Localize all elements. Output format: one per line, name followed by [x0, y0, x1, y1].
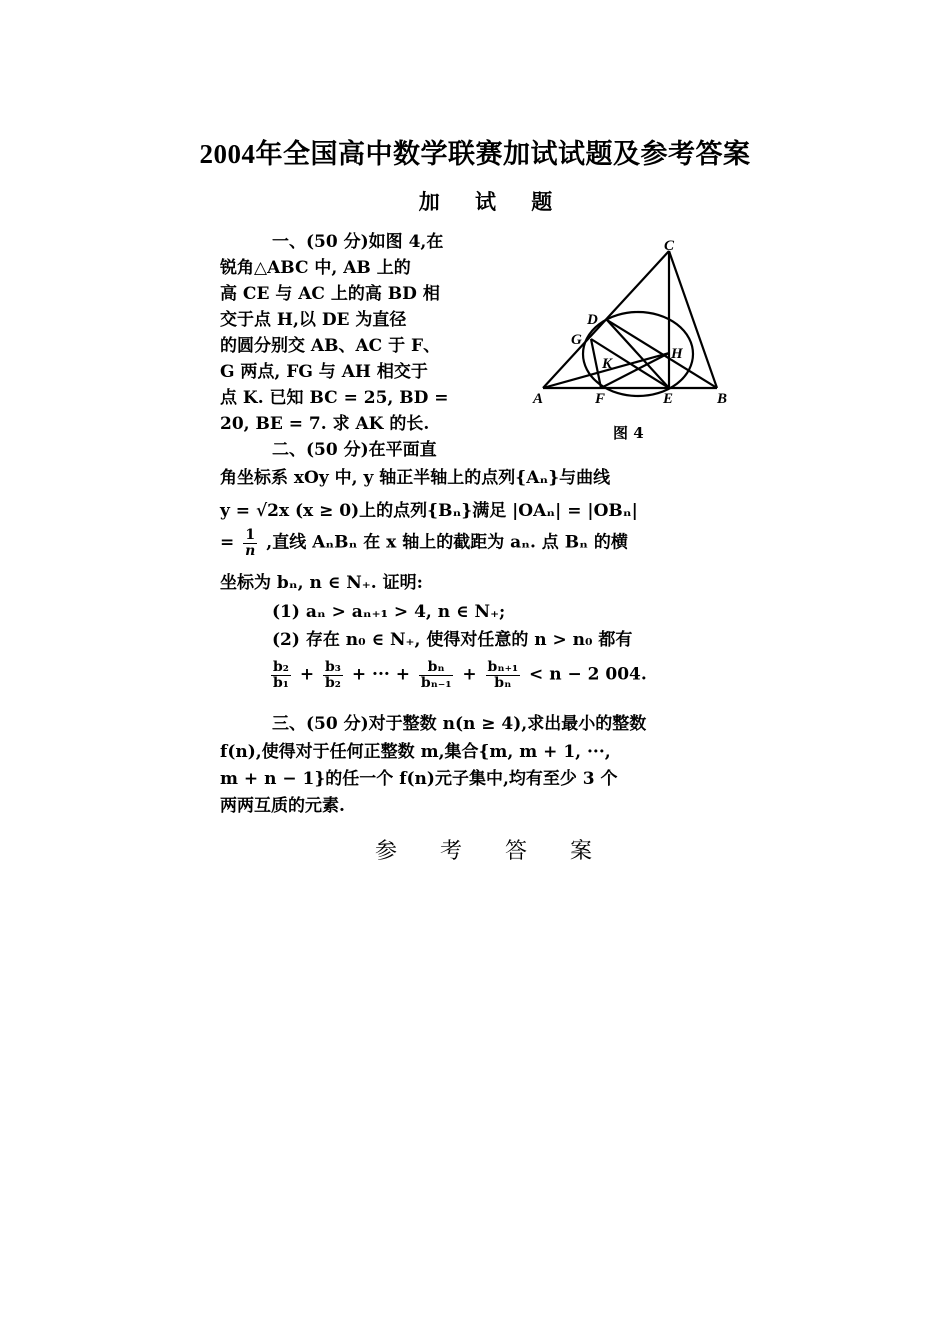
problem1-line: G 两点, FG 与 AH 相交于	[220, 362, 428, 382]
plus-sign: +	[299, 664, 315, 685]
label-F: F	[595, 391, 606, 407]
page-title: 2004年全国高中数学联赛加试试题及参考答案	[199, 139, 751, 169]
problem2-line: 坐标为 bₙ, n ∈ N₊. 证明:	[220, 573, 423, 593]
problem2-line: y = √2x (x ≥ 0)上的点列{Bₙ}满足 |OAₙ| = |OBₙ|	[220, 501, 638, 521]
fraction-numerator: bₙ₊₁	[487, 659, 519, 675]
fraction-numerator: b₃	[325, 659, 341, 675]
fraction-denominator: b₁	[273, 674, 289, 691]
fraction-b2-b1	[271, 660, 291, 690]
section-heading: 加 试 题	[418, 189, 567, 214]
label-D: D	[587, 312, 598, 328]
problem1-line: 锐角△ABC 中, AB 上的	[220, 258, 411, 278]
fraction-denominator: b₂	[325, 674, 341, 691]
problem2-line: 角坐标系 xOy 中, y 轴正半轴上的点列{Aₙ}与曲线	[220, 468, 611, 488]
fraction-b3-b2	[323, 660, 343, 690]
inequality-tail: < n − 2 004.	[529, 664, 647, 685]
plus-sign: +	[462, 664, 477, 685]
fraction-denominator: n	[245, 542, 256, 559]
problem1-line: 点 K. 已知 BC = 25, BD =	[220, 388, 449, 408]
problem3-line: 三、(50 分)对于整数 n(n ≥ 4),求出最小的整数	[272, 714, 647, 734]
fraction-denominator: bₙ	[494, 674, 512, 691]
fraction-one-over-n	[243, 528, 257, 558]
answer-heading: 参 考 答 案	[375, 839, 610, 864]
fraction-bn1-bn	[486, 660, 521, 690]
problem1-line: 交于点 H,以 DE 为直径	[220, 310, 407, 330]
label-G: G	[571, 332, 582, 348]
figure-caption: 图 4	[613, 424, 644, 442]
label-A: A	[533, 391, 544, 407]
problem2-line4-text: ,直线 AₙBₙ 在 x 轴上的截距为 aₙ. 点 Bₙ 的横	[266, 532, 628, 553]
problem2-line: 二、(50 分)在平面直	[272, 440, 437, 460]
label-B: B	[717, 391, 728, 407]
problem1-line: 高 CE 与 AC 上的高 BD 相	[220, 284, 440, 304]
label-C: C	[664, 238, 675, 254]
problem2-line	[220, 528, 628, 558]
label-K: K	[602, 356, 613, 372]
problem2-inequality	[268, 660, 647, 690]
problem2-part1: (1) aₙ > aₙ₊₁ > 4, n ∈ N₊;	[272, 602, 506, 622]
problem3-line: f(n),使得对于任何正整数 m,集合{m, m + 1, ···,	[220, 742, 611, 762]
problem3-line: 两两互质的元素.	[220, 796, 345, 816]
label-E: E	[663, 391, 674, 407]
label-H: H	[671, 346, 683, 362]
geometry-figure	[527, 238, 767, 443]
fraction-numerator: b₂	[273, 659, 289, 675]
problem3-line: m + n − 1}的任一个 f(n)元子集中,均有至少 3 个	[220, 769, 618, 789]
fraction-denominator: bₙ₋₁	[420, 674, 452, 691]
ellipsis-term: + ··· +	[351, 664, 410, 685]
fraction-numerator: 1	[243, 528, 257, 544]
problem1-line: 20, BE = 7. 求 AK 的长.	[220, 414, 430, 434]
fraction-numerator: bₙ	[419, 660, 454, 676]
fraction-bn-bn-1	[419, 660, 454, 690]
problem1-line: 一、(50 分)如图 4,在	[272, 232, 444, 252]
problem1-line: 的圆分别交 AB、AC 于 F、	[220, 336, 441, 356]
problem2-part2: (2) 存在 n₀ ∈ N₊, 使得对任意的 n > n₀ 都有	[272, 630, 633, 650]
equals-sign: =	[220, 532, 235, 553]
